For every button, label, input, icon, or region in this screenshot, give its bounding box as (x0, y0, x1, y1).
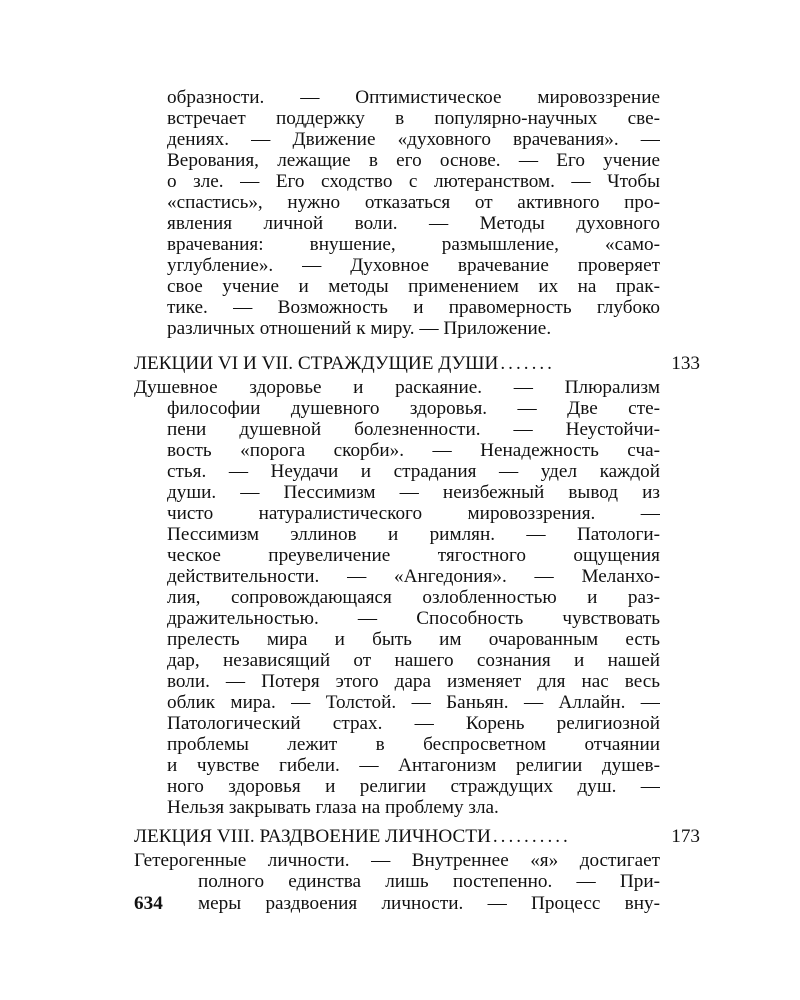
text-line: дениях. — Движение «духовного врачевания». — (167, 129, 660, 150)
text-line: и чувстве гибели. — Антагонизм религии душев- (167, 755, 660, 776)
toc-leader-dots: .......... (492, 826, 571, 847)
text-line: углубление». — Духовное врачевание проверяет (167, 255, 660, 276)
text-line: образности. — Оптимистическое мировоззрение (167, 87, 660, 108)
text-line: Пессимизм эллинов и римлян. — Патологи- (167, 524, 660, 545)
text-line: вость «порога скорби». — Ненадежность сча- (167, 440, 660, 461)
page-number: 634 (134, 893, 163, 914)
toc-leader-dots: ....... (500, 353, 555, 374)
text-line: воли. — Потеря этого дара изменяет для нас весь (167, 671, 660, 692)
toc-entry-title: ЛЕКЦИЯ VIII. РАЗДВОЕНИЕ ЛИЧНОСТИ (134, 826, 491, 847)
text-line: встречает поддержку в популярно-научных све- (167, 108, 660, 129)
text-line: явления личной воли. — Методы духовного (167, 213, 660, 234)
text-line: свое учение и методы применением их на прак- (167, 276, 660, 297)
text-line: дражительностью. — Способность чувствовать (167, 608, 660, 629)
text-line: пени душевной болезненности. — Неустойчи- (167, 419, 660, 440)
text-line: чисто натуралистического мировоззрения. — (167, 503, 660, 524)
text-line: облик мира. — Толстой. — Баньян. — Аллайн. — (167, 692, 660, 713)
text-line: тике. — Возможность и правомерность глубоко (167, 297, 660, 318)
text-line: ческое преувеличение тягостного ощущения (167, 545, 660, 566)
text-line: прелесть мира и быть им очарованным есть (167, 629, 660, 650)
text-line: действительности. — «Ангедония». — Меланхо- (167, 566, 660, 587)
text-line: Верования, лежащие в его основе. — Его учение (167, 150, 660, 171)
text-line: дар, независящий от нашего сознания и нашей (167, 650, 660, 671)
text-line: лия, сопровождающаяся озлобленностью и раз- (167, 587, 660, 608)
text-line: Патологический страх. — Корень религиозной (167, 713, 660, 734)
text-line: полного единства лишь постепенно. — При- (198, 871, 660, 892)
toc-entry-lecture-8[interactable] (134, 826, 700, 848)
text-line: Гетерогенные личности. — Внутреннее «я» достигает (134, 850, 660, 871)
text-line: «спастись», нужно отказаться от активного про- (167, 192, 660, 213)
text-line: о зле. — Его сходство с лютеранством. — Чтобы (167, 171, 660, 192)
text-line: врачевания: внушение, размышление, «само- (167, 234, 660, 255)
text-line: проблемы лежит в беспросветном отчаянии (167, 734, 660, 755)
text-line: души. — Пессимизм — неизбежный вывод из (167, 482, 660, 503)
text-line: Душевное здоровье и раскаяние. — Плюрализм (134, 377, 660, 398)
toc-entry-title: ЛЕКЦИИ VI И VII. СТРАЖДУЩИЕ ДУШИ (134, 353, 499, 374)
toc-page-number: 173 (671, 826, 700, 847)
text-line: Нельзя закрывать глаза на проблему зла. (167, 797, 499, 818)
text-line: стья. — Неудачи и страдания — удел каждой (167, 461, 660, 482)
text-line: ного здоровья и религии страждущих душ. — (167, 776, 660, 797)
toc-entry-lectures-6-7[interactable] (134, 353, 700, 375)
text-line: различных отношений к миру. — Приложение. (167, 318, 552, 339)
text-line: философии душевного здоровья. — Две сте- (167, 398, 660, 419)
toc-page-number: 133 (671, 353, 700, 374)
text-line: меры раздвоения личности. — Процесс вну- (198, 893, 660, 914)
